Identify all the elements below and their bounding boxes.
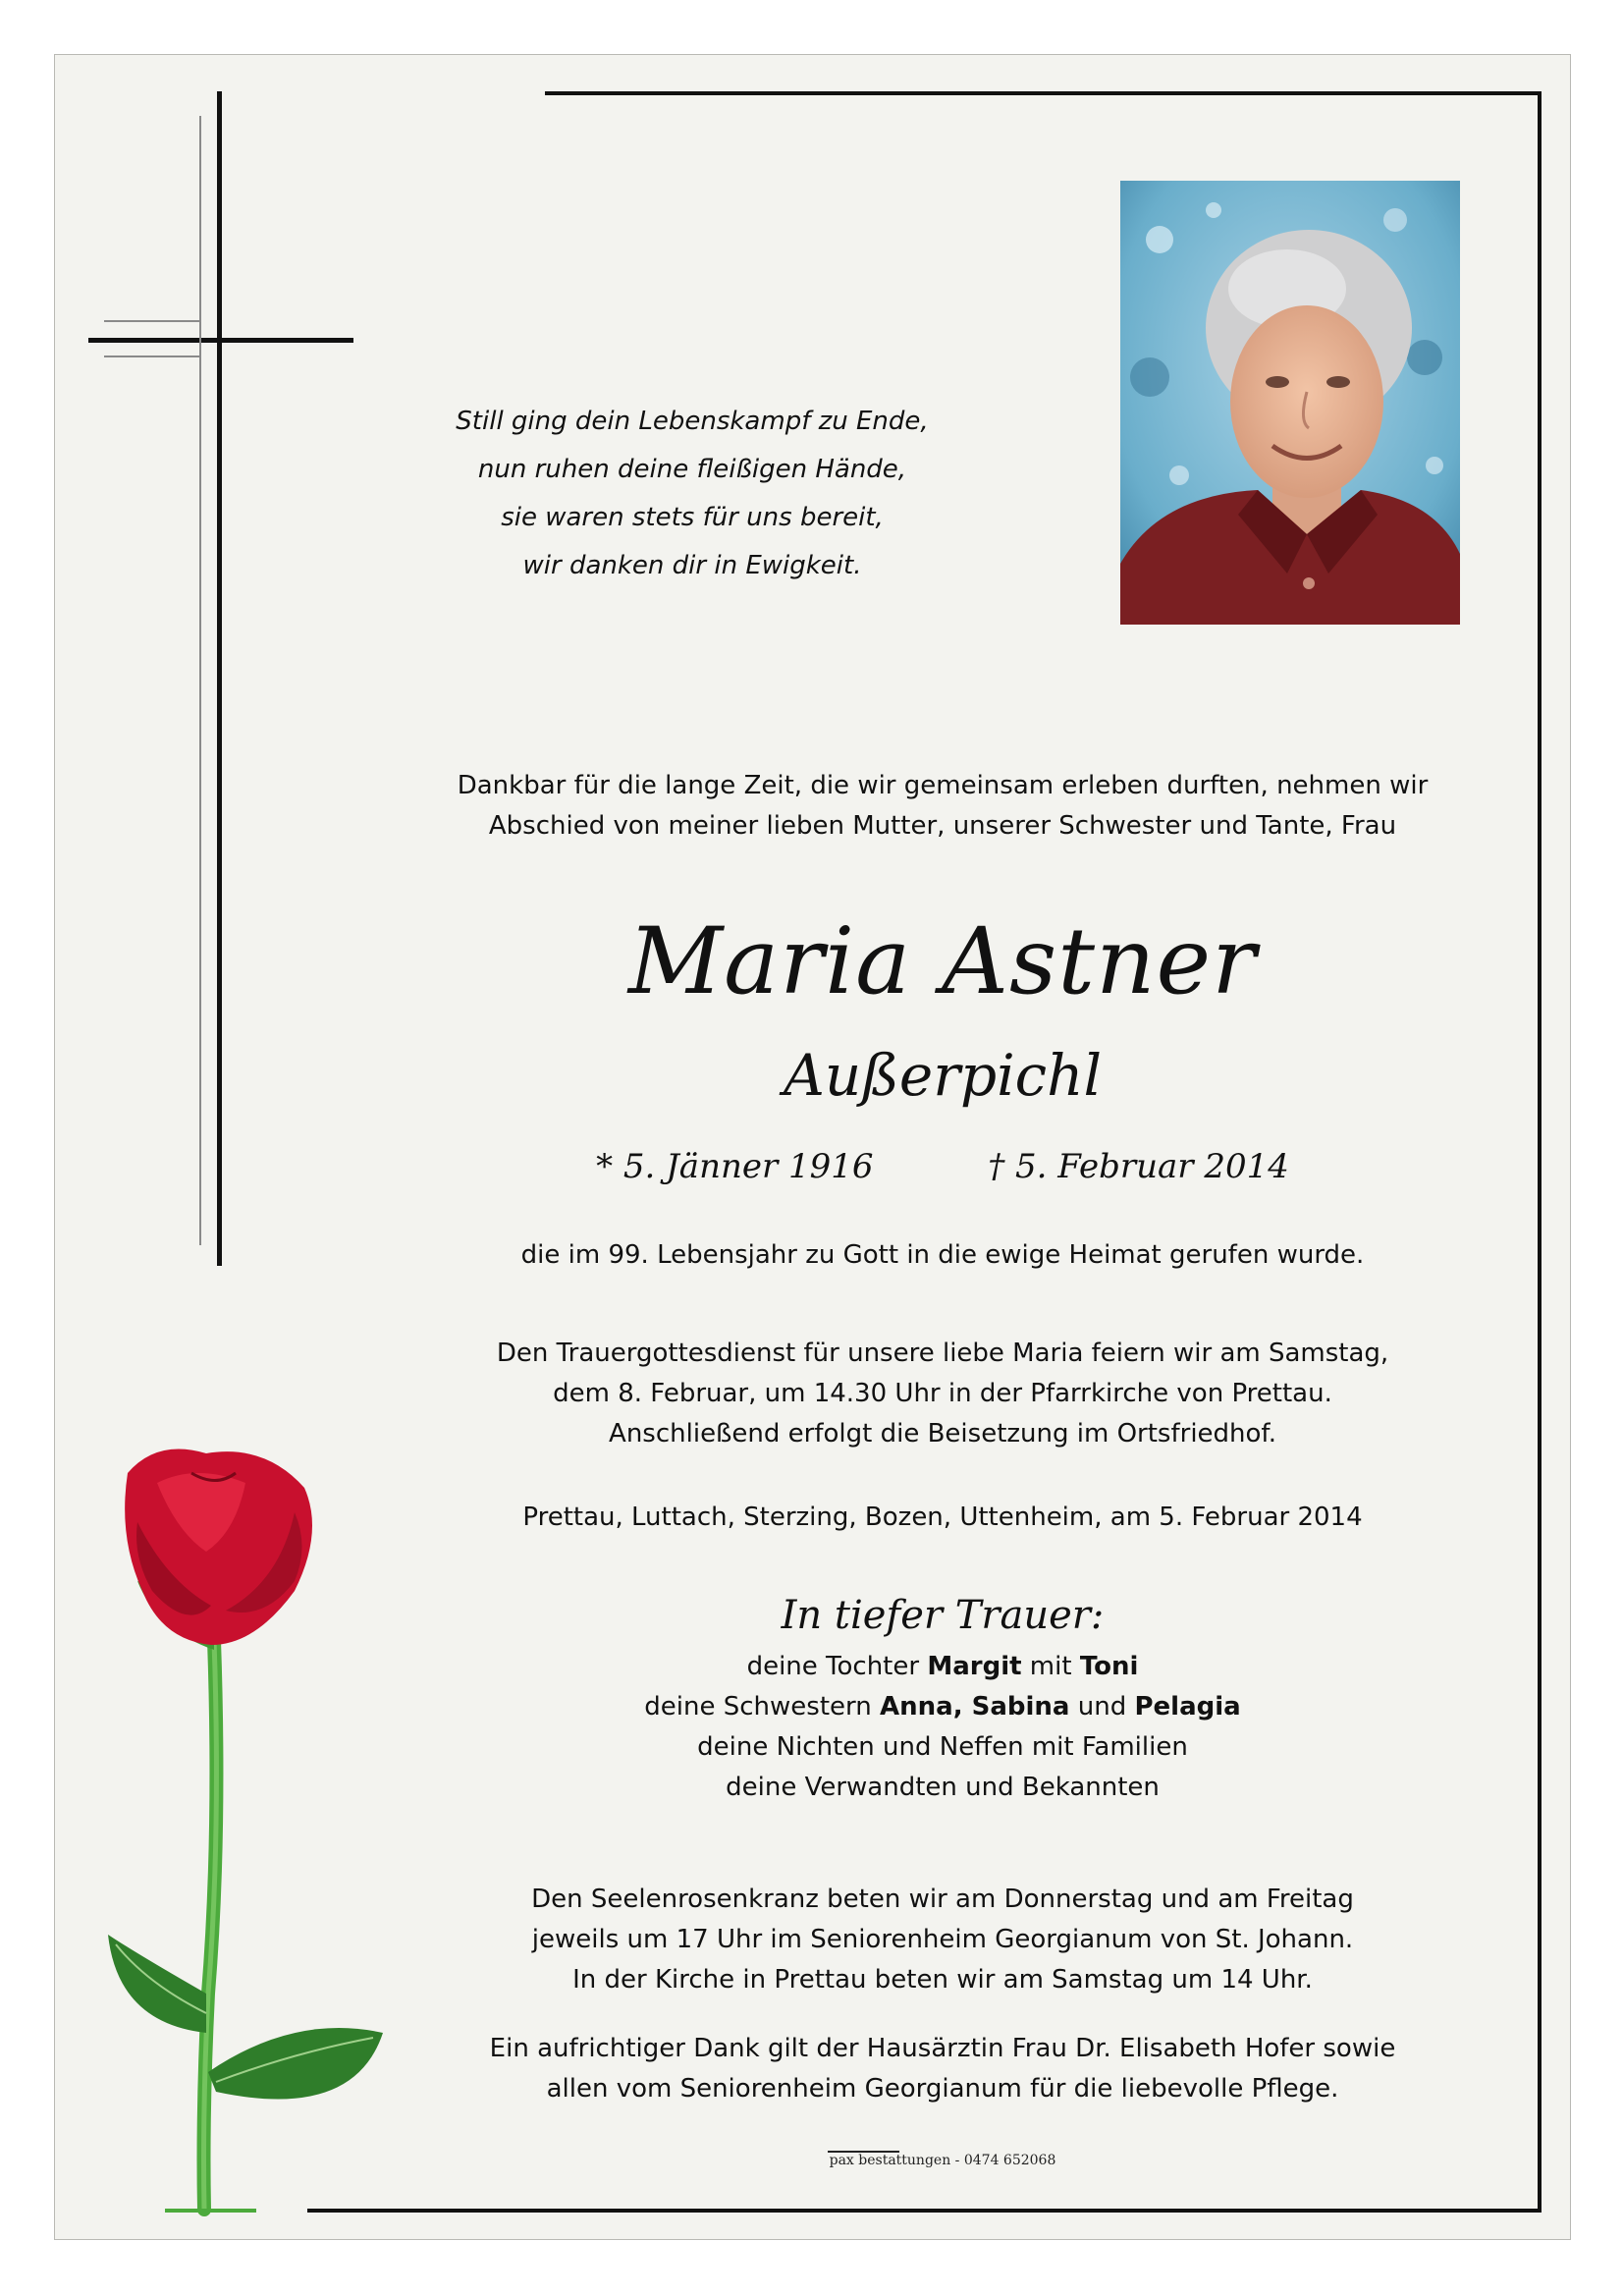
cross-shadow-horizontal-bottom — [104, 355, 201, 357]
mourner-line — [393, 1647, 1492, 1687]
service-text — [393, 1334, 1492, 1454]
thanks-text — [393, 2029, 1492, 2109]
mourner-line: deine Nichten und Neffen mit Familien — [697, 1732, 1188, 1762]
rosary-text — [393, 1880, 1492, 2000]
mourners-list — [393, 1647, 1492, 1808]
cross-shadow-horizontal-top — [104, 320, 201, 322]
service-line: Den Trauergottesdienst für unsere liebe Maria feiern wir am Samstag, — [496, 1339, 1389, 1368]
mourners-title: In tiefer Trauer: — [781, 1593, 1105, 1638]
memorial-verse — [393, 398, 992, 590]
frame-right-line — [1538, 91, 1542, 2213]
mourner-name: Pelagia — [1134, 1692, 1241, 1722]
rosary-line: Den Seelenrosenkranz beten wir am Donnerstag und am Freitag — [531, 1885, 1354, 1914]
mourner-line: deine Verwandten und Bekannten — [726, 1773, 1160, 1802]
service-line: Anschließend erfolgt die Beisetzung im Ortsfriedhof. — [609, 1419, 1276, 1449]
verse-line: Still ging dein Lebenskampf zu Ende, — [456, 407, 929, 436]
mourner-line — [393, 1687, 1492, 1727]
place-date-text — [393, 1498, 1492, 1538]
frame-top-line — [545, 91, 1542, 95]
mourner-text: deine Tochter — [746, 1652, 928, 1681]
mourner-name: Margit — [927, 1652, 1022, 1681]
rose-ground-line — [165, 2209, 256, 2213]
rosary-line: jeweils um 17 Uhr im Seniorenheim Georgianum von St. Johann. — [531, 1925, 1354, 1954]
intro-line: Abschied von meiner lieben Mutter, unserer Schwester und Tante, Frau — [488, 811, 1397, 841]
mourner-name: Toni — [1079, 1652, 1139, 1681]
mourner-text: und — [1069, 1692, 1135, 1722]
birth-date: * 5. Jänner 1916 — [596, 1147, 874, 1186]
mourner-name: Anna, Sabina — [880, 1692, 1070, 1722]
thanks-line: allen vom Seniorenheim Georgianum für die liebevolle Pflege. — [546, 2074, 1339, 2104]
mourner-text: deine Schwestern — [644, 1692, 881, 1722]
life-dates — [393, 1139, 1492, 1194]
footer-credit: pax bestattungen - 0474 652068 — [829, 2153, 1056, 2168]
cross-shadow-vertical — [199, 116, 201, 1245]
rose-icon — [98, 1444, 432, 2219]
place-date-line: Prettau, Luttach, Sterzing, Bozen, Uttenheim, am 5. Februar 2014 — [522, 1503, 1363, 1532]
mourner-text: mit — [1021, 1652, 1080, 1681]
verse-line: wir danken dir in Ewigkeit. — [522, 551, 862, 580]
rosary-line: In der Kirche in Prettau beten wir am Samstag um 14 Uhr. — [572, 1965, 1313, 1995]
cross-vertical-bar — [217, 91, 222, 1266]
thanks-line: Ein aufrichtiger Dank gilt der Hausärztin Frau Dr. Elisabeth Hofer sowie — [489, 2034, 1396, 2063]
intro-text — [393, 766, 1492, 847]
portrait-photo — [1120, 181, 1460, 625]
cross-horizontal-bar — [88, 338, 353, 343]
service-line: dem 8. Februar, um 14.30 Uhr in der Pfarrkirche von Prettau. — [553, 1379, 1332, 1408]
frame-bottom-line — [307, 2209, 1542, 2213]
deceased-name: Maria Astner — [627, 908, 1258, 1015]
intro-line: Dankbar für die lange Zeit, die wir gemeinsam erleben durften, nehmen wir — [457, 771, 1429, 800]
age-text — [393, 1235, 1492, 1276]
verse-line: nun ruhen deine fleißigen Hände, — [477, 455, 907, 484]
verse-line: sie waren stets für uns bereit, — [501, 503, 884, 532]
maiden-name: Außerpichl — [783, 1042, 1103, 1109]
death-date: † 5. Februar 2014 — [988, 1147, 1289, 1186]
age-line: die im 99. Lebensjahr zu Gott in die ewige Heimat gerufen wurde. — [520, 1240, 1365, 1270]
